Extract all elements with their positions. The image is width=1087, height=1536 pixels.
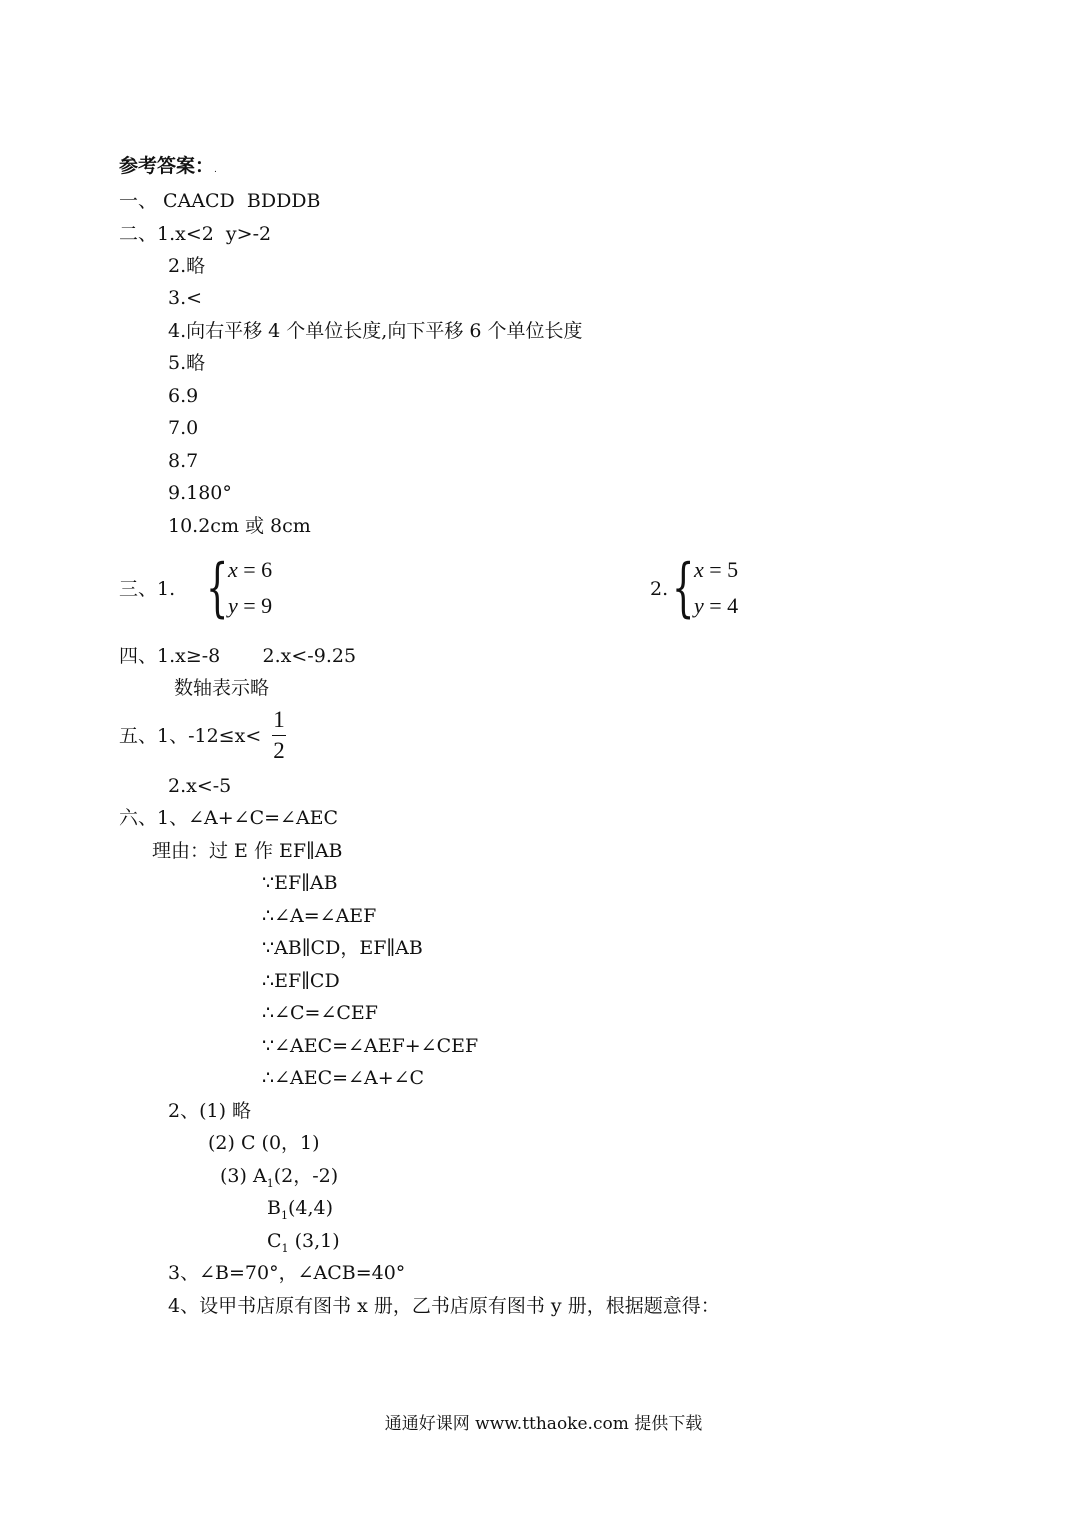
section-2-item-4: 4.向右平移 4 个单位长度,向下平移 6 个单位长度 <box>168 320 583 342</box>
equation-y: y = 9 <box>228 593 273 618</box>
section-2-item-8: 8.7 <box>168 450 199 472</box>
equation-system-2 <box>672 552 738 624</box>
section-3-label-2: 2. <box>650 578 669 600</box>
question-4: 4、设甲书店原有图书 x 册，乙书店原有图书 y 册，根据题意得： <box>168 1295 720 1317</box>
section-2-item-10: 10.2cm 或 8cm <box>168 515 311 537</box>
page-title: 参考答案：. <box>119 155 217 177</box>
proof-step: ∵EF∥AB <box>262 872 338 894</box>
question-2-part-2: (2) C (0，1) <box>208 1132 320 1154</box>
fraction-bar <box>272 735 286 736</box>
equation-x: x = 6 <box>228 557 273 582</box>
section-2-item-7: 7.0 <box>168 417 199 439</box>
proof-step: ∴∠C=∠CEF <box>262 1002 378 1024</box>
proof-step: ∵AB∥CD，EF∥AB <box>262 937 423 959</box>
section-2-line-1: 二、1.x<2 y>-2 <box>119 223 272 245</box>
brace-icon: { <box>672 551 695 625</box>
section-2-item-5: 5.略 <box>168 352 206 374</box>
point-b1: $B_1(4,4)$ <box>267 1197 334 1222</box>
proof-step: ∴∠A=∠AEF <box>262 905 377 927</box>
fraction-denominator: 2 <box>273 738 285 763</box>
proof-step: ∵∠AEC=∠AEF+∠CEF <box>262 1035 479 1057</box>
question-3: 3、∠B=70°，∠ACB=40° <box>168 1262 406 1284</box>
fraction-numerator: 1 <box>273 707 285 732</box>
fraction-one-half <box>272 707 286 764</box>
proof-step: ∴∠AEC=∠A+∠C <box>262 1067 425 1089</box>
section-2-item-2: 2.略 <box>168 255 206 277</box>
section-5-line-1: 五、1、-12≤x< <box>119 725 262 747</box>
section-6-line-1: 六、1、∠A+∠C=∠AEC <box>119 807 339 829</box>
brace-icon: { <box>206 551 229 625</box>
section-2-item-3: 3.< <box>168 287 203 309</box>
equation-y: y = 4 <box>694 593 739 618</box>
question-2-part-1: 2、(1) 略 <box>168 1100 252 1122</box>
proof-step: ∴EF∥CD <box>262 970 340 992</box>
section-3-label-1: 三、1. <box>119 578 176 600</box>
section-5-line-2: 2.x<-5 <box>168 775 232 797</box>
page-footer: 通通好课网 www.tthaoke.com 提供下载 <box>384 1414 703 1434</box>
equation-system-1 <box>206 552 272 624</box>
proof-reason: 理由：过 E 作 EF∥AB <box>152 840 343 862</box>
equation-x: x = 5 <box>694 557 739 582</box>
section-2-item-9: 9.180° <box>168 482 232 504</box>
point-c1: $C_1$ (3,1) <box>267 1230 340 1255</box>
question-2-part-3: (3) $A_1(2$，-2) <box>220 1165 339 1190</box>
section-4-line-1: 四、1.x≥-8 2.x<-9.25 <box>119 645 357 667</box>
section-4-line-2: 数轴表示略 <box>174 677 270 699</box>
section-2-item-6: 6.9 <box>168 385 199 407</box>
section-1-answers: 一、 CAACD BDDDB <box>119 190 321 212</box>
